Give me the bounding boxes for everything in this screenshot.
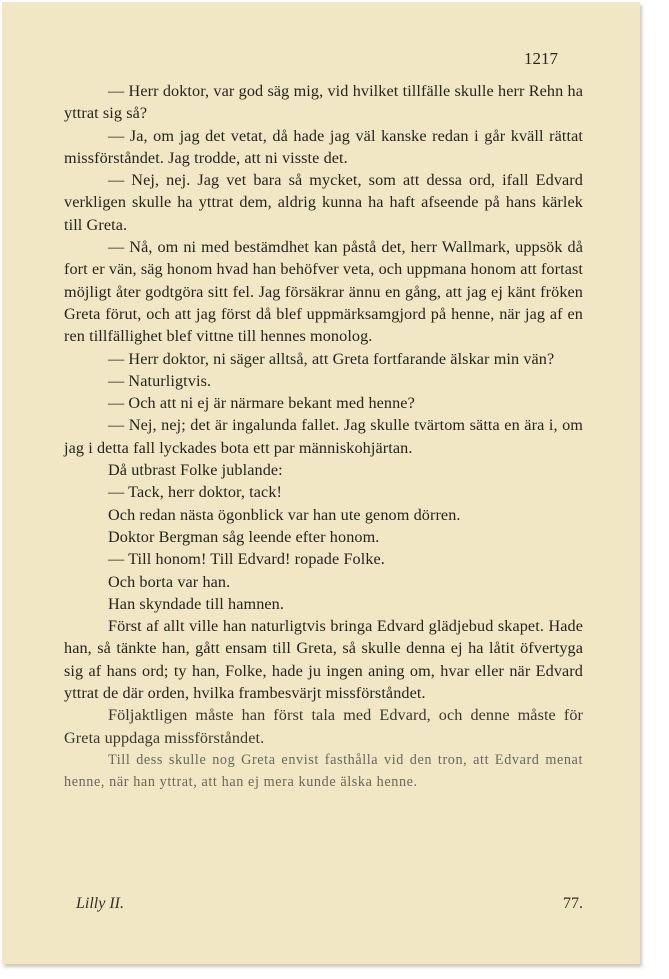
paragraph: — Herr doktor, ni säger alltså, att Greta fortfarande älskar min vän? (108, 349, 555, 368)
paragraph: Doktor Bergman såg leende efter honom. (108, 527, 380, 546)
paragraph: Till dess skulle nog Greta envist fasthålla vid den tron, att Edvard menat henne, när han yttrat, att han ej mera kunde älska henne. (64, 751, 583, 791)
paragraph: Och borta var han. (108, 572, 231, 591)
paragraph: — Och att ni ej är närmare bekant med henne? (108, 394, 415, 413)
paragraph: — Herr doktor, var god säg mig, vid hvilket tillfälle skulle herr Rehn ha yttrat sig så? (64, 82, 583, 123)
paragraph: — Nej, nej. Jag vet bara så mycket, som att dessa ord, ifall Edvard verkligen skulle ha yttrat dem, aldrig kunna ha haft afseende på hans kärlek till Greta. (64, 171, 583, 234)
paragraph: — Naturligtvis. (108, 371, 212, 390)
paragraph: — Nå, om ni med bestämdhet kan påstå det, herr Wallmark, uppsök då fort er vän, säg honom hvad han behöfver veta, och uppmana honom att fortast möjligt åter godtgöra sitt fel. Jag försäkrar ännu en gång, att jag ej känt fröken Greta förut, och att jag först då blef uppmärksamgjord på henne, när jag af en ren tillfällighet blef vittne till hennes monolog. (64, 238, 583, 346)
paragraph: — Ja, om jag det vetat, då hade jag väl kanske redan i går kväll rättat missförståndet. Jag trodde, att ni visste det. (64, 126, 583, 167)
signature-mark: Lilly II. (76, 895, 124, 912)
paragraph: Då utbrast Folke jublande: (108, 461, 283, 480)
sheet-number: 77. (563, 895, 583, 912)
paragraph: — Nej, nej; det är ingalunda fallet. Jag skulle tvärtom sätta en ära i, om jag i detta fall lyckades bota ett par människohjärtan. (64, 416, 583, 457)
paragraph: — Till honom! Till Edvard! ropade Folke. (108, 550, 385, 569)
paragraph: Följaktligen måste han först tala med Edvard, och denne måste för Greta uppdaga missförståndet. (64, 706, 583, 747)
book-page (2, 2, 640, 964)
paragraph: Och redan nästa ögonblick var han ute genom dörren. (108, 505, 461, 524)
paragraph: — Tack, herr doktor, tack! (108, 483, 283, 502)
paragraph: Han skyndade till hamnen. (108, 594, 285, 613)
body-text (64, 80, 583, 794)
page-number: 1217 (524, 49, 558, 68)
paragraph: Först af allt ville han naturligtvis bringa Edvard glädjebud skapet. Hade han, så tänkte han, gått ensam till Greta, så skulle denna ej ha låtit öfvertyga sig af hans ord; ty han, Folke, hade ju ingen aning om, hvar eller när Edvard yttrat de där orden, hvilka frambesvärjt missförståndet. (64, 617, 583, 703)
